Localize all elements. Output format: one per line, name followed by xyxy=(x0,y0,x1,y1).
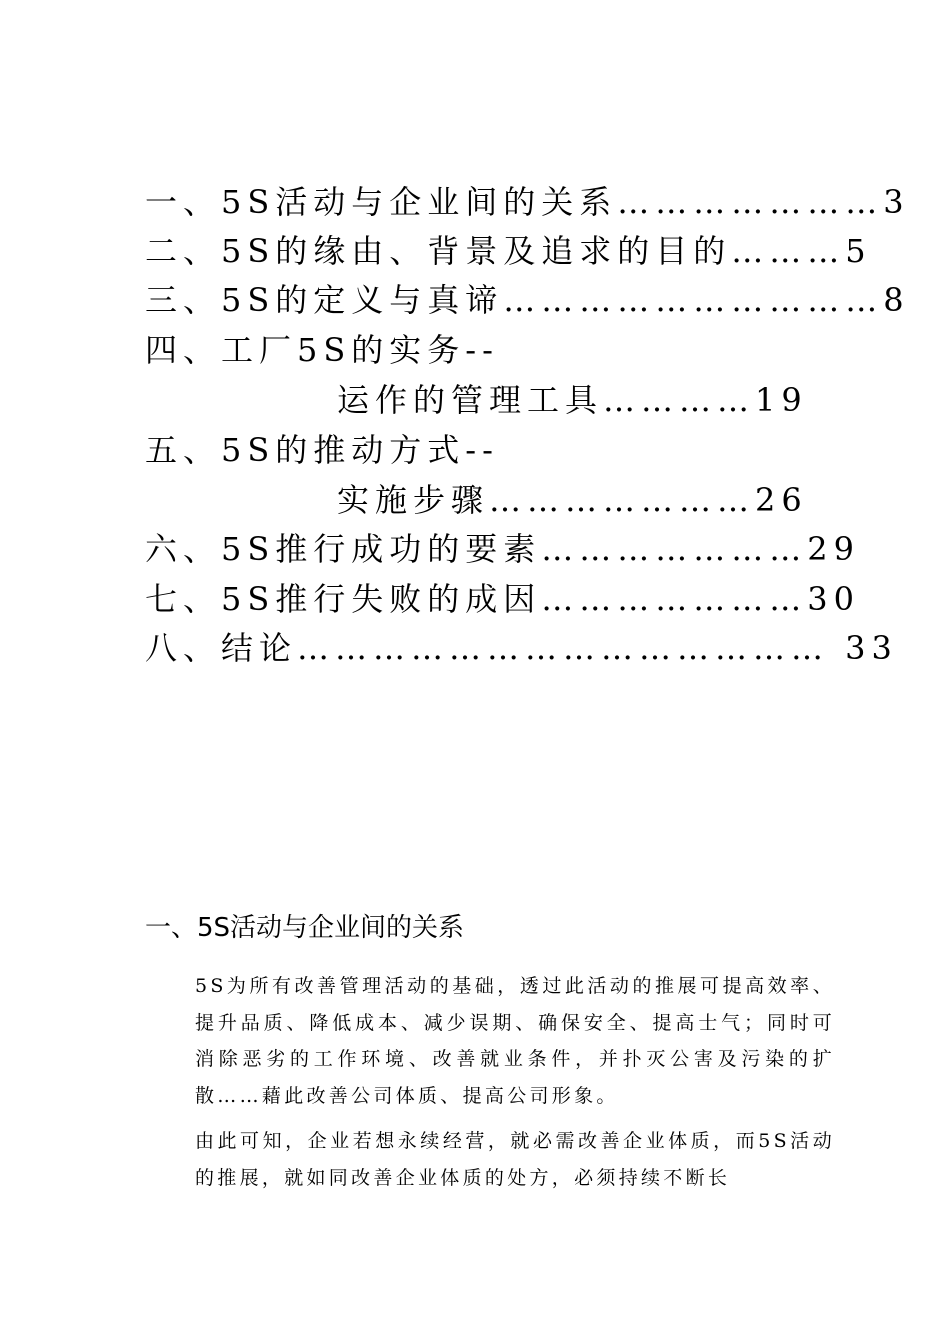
body-paragraph-2: 由此可知，企业若想永续经营，就必需改善企业体质，而5S活动的推展，就如同改善企业体质的处方，必须持续不断长 xyxy=(195,1130,835,1189)
toc-entry-5-subtitle[interactable]: 实施步骤…………………26 xyxy=(337,481,808,519)
toc-entry-8[interactable]: 八、结论…………………………………… 33 xyxy=(145,629,898,667)
section-heading: 一、5S活动与企业间的关系 xyxy=(145,913,465,943)
toc-entry-1[interactable]: 一、5S活动与企业间的关系…………………3 xyxy=(145,183,910,221)
toc-entry-6[interactable]: 六、5S推行成功的要素…………………29 xyxy=(145,530,861,568)
toc-entry-4-title[interactable]: 四、工厂5S的实务-- xyxy=(145,331,499,369)
toc-entry-5-title[interactable]: 五、5S的推动方式-- xyxy=(145,431,499,469)
body-paragraph-1: 5S为所有改善管理活动的基础，透过此活动的推展可提高效率、提升品质、降低成本、减少误期、确保安全、提高士气；同时可消除恶劣的工作环境、改善就业条件，并扑灭公害及污染的扩散……藉此改善公司体质、提高公司形象。 xyxy=(195,975,835,1107)
toc-entry-3[interactable]: 三、5S的定义与真谛…………………………8 xyxy=(145,281,910,319)
toc-entry-7[interactable]: 七、5S推行失败的成因…………………30 xyxy=(145,580,861,618)
toc-entry-2[interactable]: 二、5S的缘由、背景及追求的目的………5 xyxy=(145,232,872,270)
toc-entry-4-subtitle[interactable]: 运作的管理工具…………19 xyxy=(337,381,808,419)
